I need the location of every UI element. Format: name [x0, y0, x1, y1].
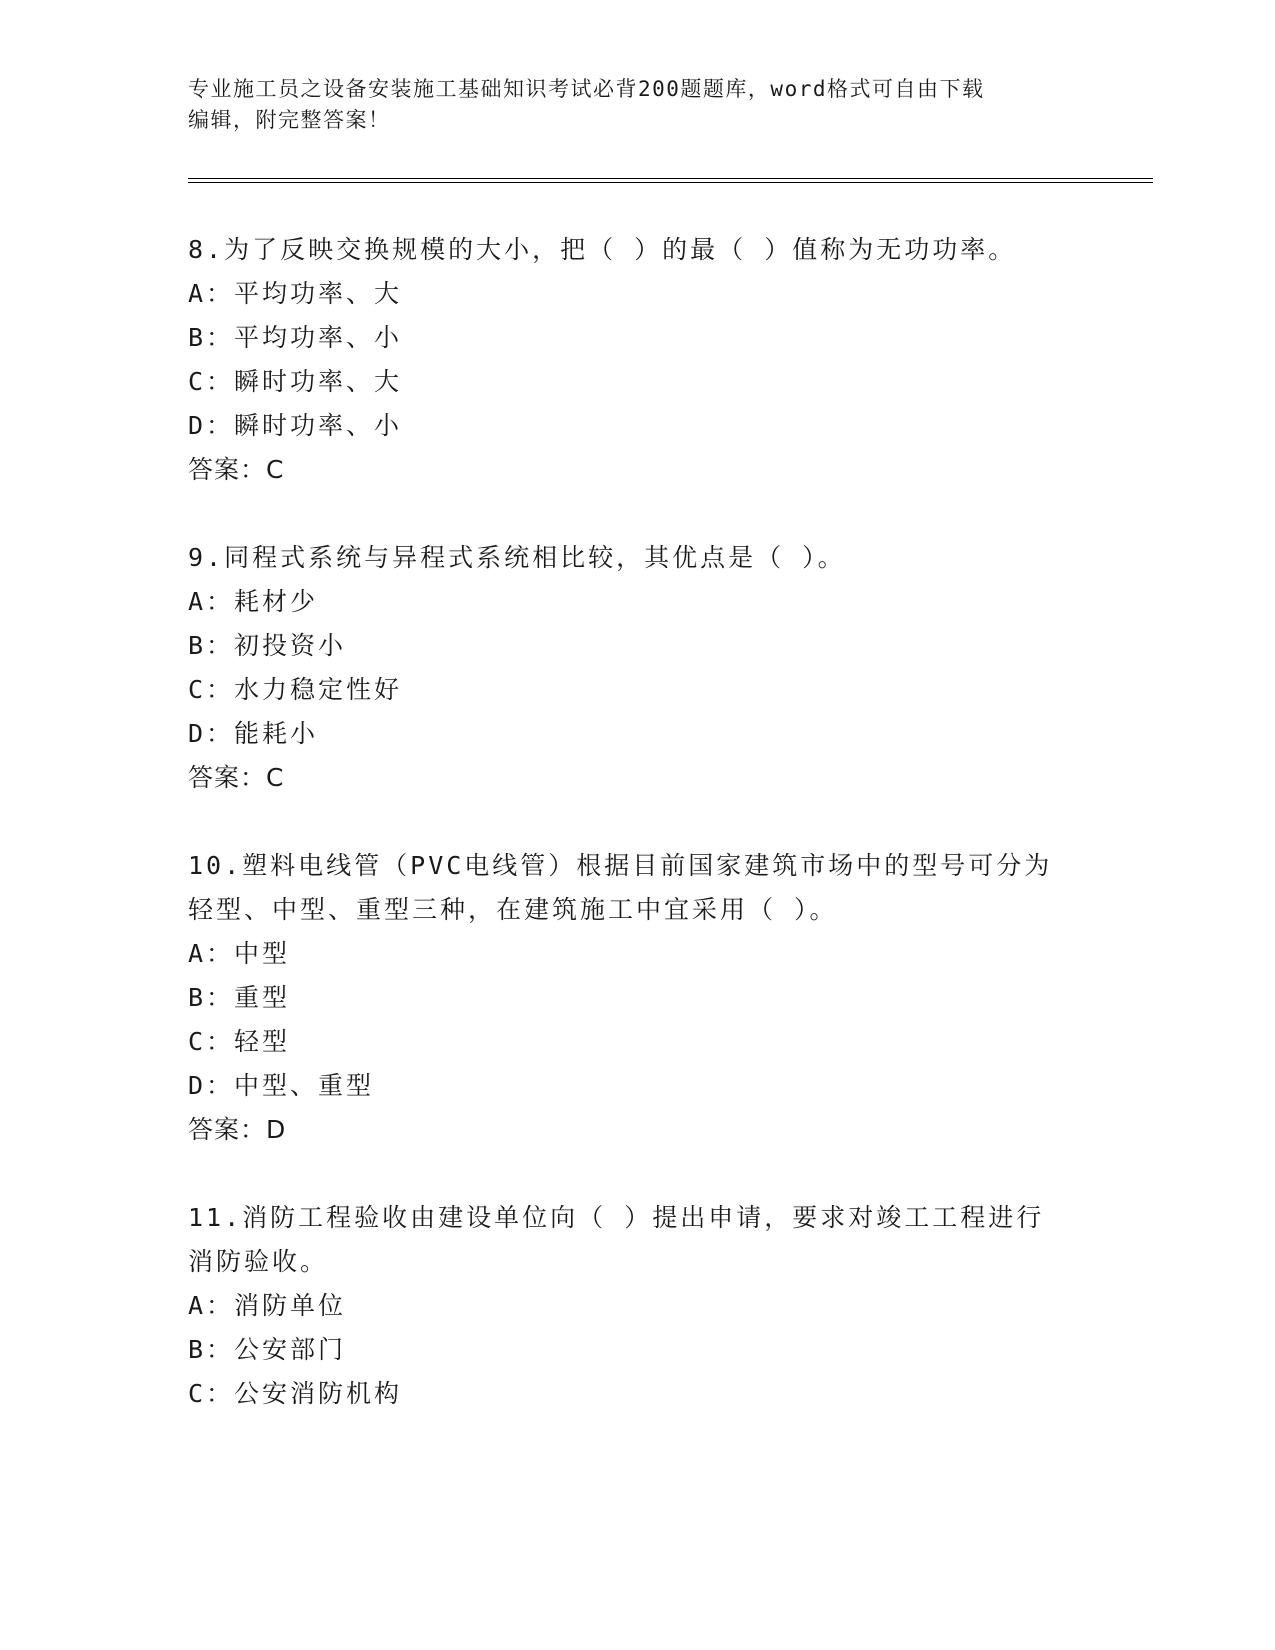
header-line-2: 编辑，附完整答案！: [188, 108, 391, 132]
question-stem-cont: 轻型、中型、重型三种，在建筑施工中宜采用（ ）。: [188, 895, 838, 924]
option-d: D：中型、重型: [188, 1071, 375, 1100]
option-d: D：能耗小: [188, 719, 319, 748]
option-c: C：瞬时功率、大: [188, 367, 403, 396]
answer-line: 答案：C: [188, 455, 285, 484]
answer-line: 答案：D: [188, 1115, 287, 1144]
option-d: D：瞬时功率、小: [188, 411, 403, 440]
option-a: A：耗材少: [188, 587, 319, 616]
question-stem-cont: 消防验收。: [188, 1247, 329, 1276]
option-b: B：平均功率、小: [188, 323, 403, 352]
question-stem: 8.为了反映交换规模的大小，把（ ）的最（ ）值称为无功功率。: [188, 235, 1017, 264]
option-b: B：重型: [188, 983, 291, 1012]
option-c: C：水力稳定性好: [188, 675, 403, 704]
option-c: C：公安消防机构: [188, 1379, 403, 1408]
question-stem: 10.塑料电线管（PVC电线管）根据目前国家建筑市场中的型号可分为: [188, 851, 1053, 880]
option-a: A：消防单位: [188, 1291, 347, 1320]
option-b: B：初投资小: [188, 631, 347, 660]
option-a: A：中型: [188, 939, 291, 968]
option-b: B：公安部门: [188, 1335, 347, 1364]
question-stem: 9.同程式系统与异程式系统相比较，其优点是（ ）。: [188, 543, 846, 572]
question-stem: 11.消防工程验收由建设单位向（ ）提出申请，要求对竣工工程进行: [188, 1203, 1045, 1232]
header-divider: [188, 178, 1153, 179]
document-header: [188, 74, 1088, 136]
header-line-1: 专业施工员之设备安装施工基础知识考试必背200题题库，word格式可自由下载: [188, 77, 985, 101]
option-a: A：平均功率、大: [188, 279, 403, 308]
answer-line: 答案：C: [188, 763, 285, 792]
option-c: C：轻型: [188, 1027, 291, 1056]
header-divider: [188, 182, 1153, 183]
